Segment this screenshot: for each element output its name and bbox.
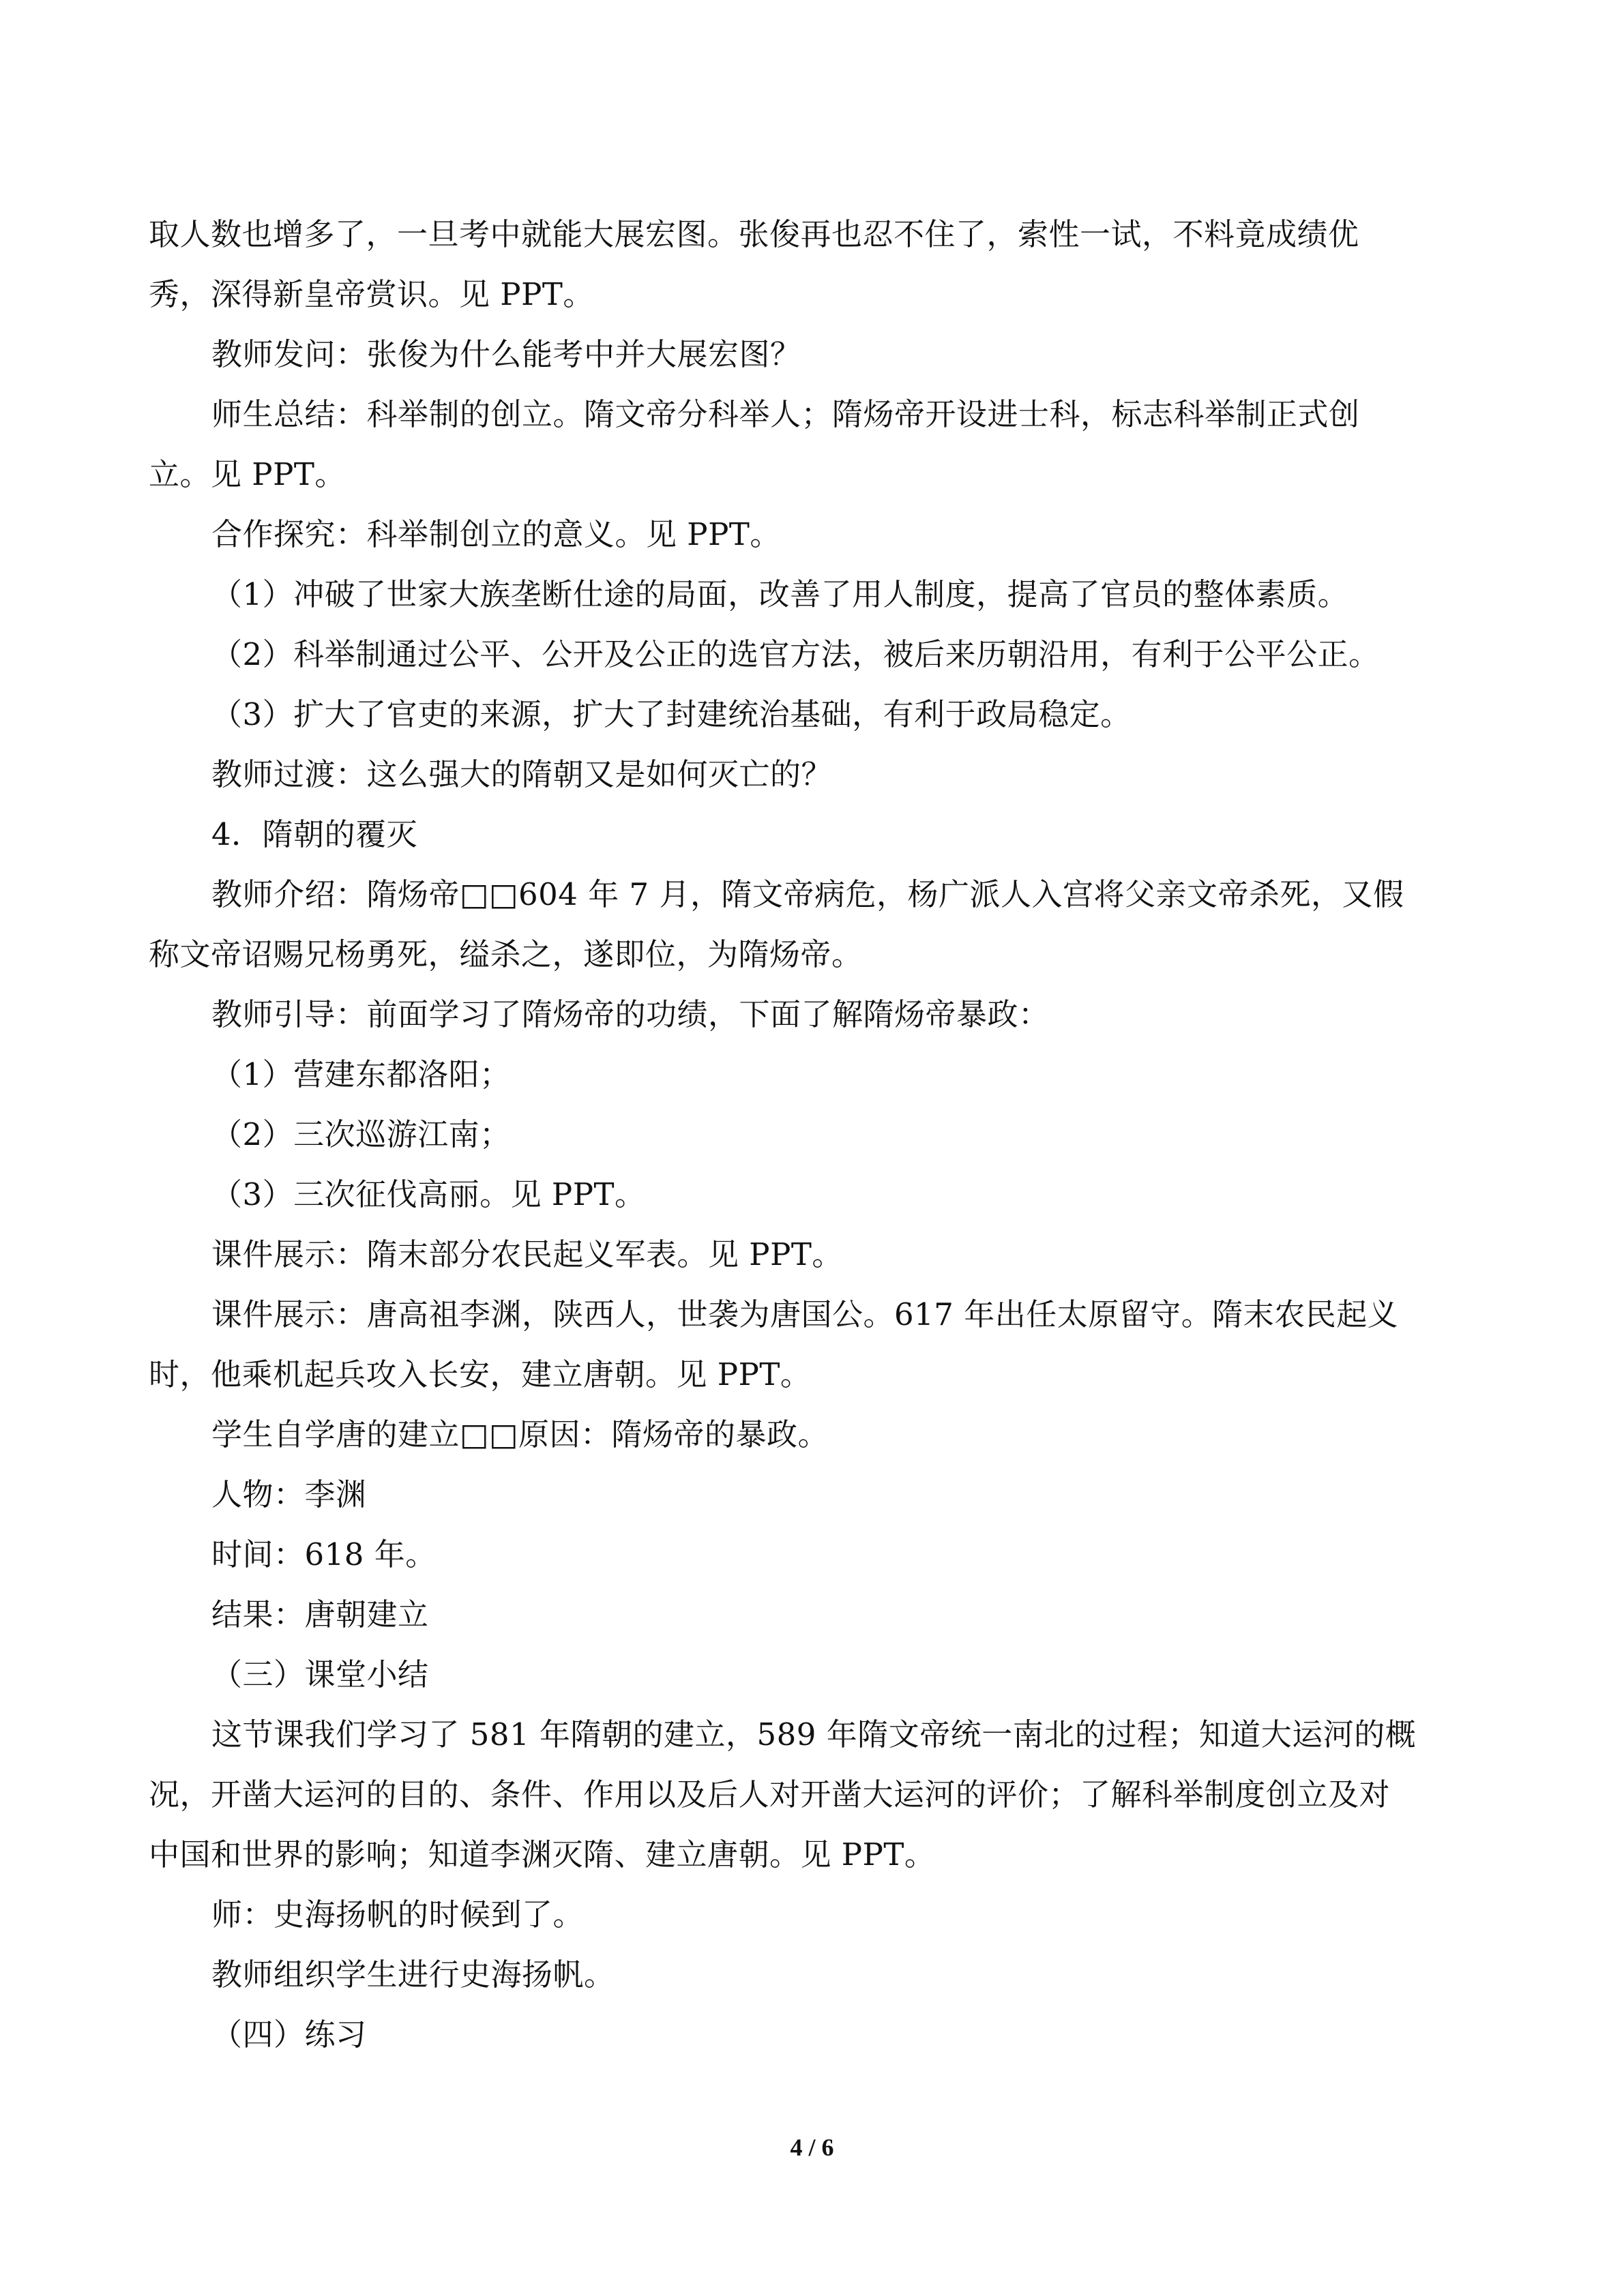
paragraph-line: 时间：618 年。	[211, 1536, 437, 1572]
paragraph-line: 教师引导：前面学习了隋炀帝的功绩，下面了解隋炀帝暴政：	[211, 996, 1050, 1032]
paragraph-line: 中国和世界的影响；知道李渊灭隋、建立唐朝。见 PPT。	[149, 1836, 936, 1873]
page-number: 4 / 6	[790, 2134, 834, 2161]
section-heading: 4．隋朝的覆灭	[211, 816, 418, 852]
paragraph-line: 秀，深得新皇帝赏识。见 PPT。	[149, 276, 594, 312]
paragraph-line: （2）三次巡游江南；	[211, 1116, 511, 1152]
paragraph-line: （1）营建东都洛阳；	[211, 1056, 511, 1092]
paragraph-line: 时，他乘机起兵攻入长安，建立唐朝。见 PPT。	[149, 1356, 812, 1392]
paragraph-line: （2）科举制通过公平、公开及公正的选官方法，被后来历朝沿用，有利于公平公正。	[211, 636, 1380, 672]
paragraph-line: （3）三次征伐高丽。见 PPT。	[211, 1176, 646, 1212]
paragraph-line: 师：史海扬帆的时候到了。	[211, 1896, 585, 1933]
paragraph-line: 教师介绍：隋炀帝□□604 年 7 月，隋文帝病危，杨广派人入宫将父亲文帝杀死，又假	[211, 876, 1404, 912]
document-body	[149, 205, 1486, 2065]
paragraph-line: 立。见 PPT。	[149, 456, 346, 492]
paragraph-line: 称文帝诏赐兄杨勇死，缢杀之，遂即位，为隋炀帝。	[149, 936, 863, 972]
paragraph-line: 结果：唐朝建立	[211, 1596, 429, 1632]
paragraph-line: 课件展示：唐高祖李渊，陕西人，世袭为唐国公。617 年出任太原留守。隋末农民起义	[211, 1296, 1399, 1332]
paragraph-line: （3）扩大了官吏的来源，扩大了封建统治基础，有利于政局稳定。	[211, 696, 1132, 732]
paragraph-line: 师生总结：科举制的创立。隋文帝分科举人；隋炀帝开设进士科，标志科举制正式创	[211, 396, 1360, 432]
paragraph-line: 这节课我们学习了 581 年隋朝的建立，589 年隋文帝统一南北的过程；知道大运河的概	[211, 1716, 1417, 1753]
paragraph-line: 取人数也增多了，一旦考中就能大展宏图。张俊再也忍不住了，索性一试，不料竟成绩优	[149, 216, 1359, 252]
section-heading: （三）课堂小结	[211, 1656, 429, 1693]
paragraph-line: 教师组织学生进行史海扬帆。	[211, 1956, 615, 1993]
paragraph-line: 学生自学唐的建立□□原因：隋炀帝的暴政。	[211, 1416, 829, 1452]
paragraph-line: 况，开凿大运河的目的、条件、作用以及后人对开凿大运河的评价；了解科举制度创立及对	[149, 1776, 1391, 1813]
paragraph-line: 合作探究：科举制创立的意义。见 PPT。	[211, 516, 781, 552]
paragraph-line: 教师过渡：这么强大的隋朝又是如何灭亡的？	[211, 756, 833, 792]
paragraph-line: （1）冲破了世家大族垄断仕途的局面，改善了用人制度，提高了官员的整体素质。	[211, 576, 1349, 612]
paragraph-line: 课件展示：隋末部分农民起义军表。见 PPT。	[211, 1236, 843, 1272]
paragraph-line: 人物：李渊	[211, 1476, 367, 1512]
section-heading: （四）练习	[211, 2016, 367, 2053]
paragraph-line: 教师发问：张俊为什么能考中并大展宏图？	[211, 336, 801, 372]
